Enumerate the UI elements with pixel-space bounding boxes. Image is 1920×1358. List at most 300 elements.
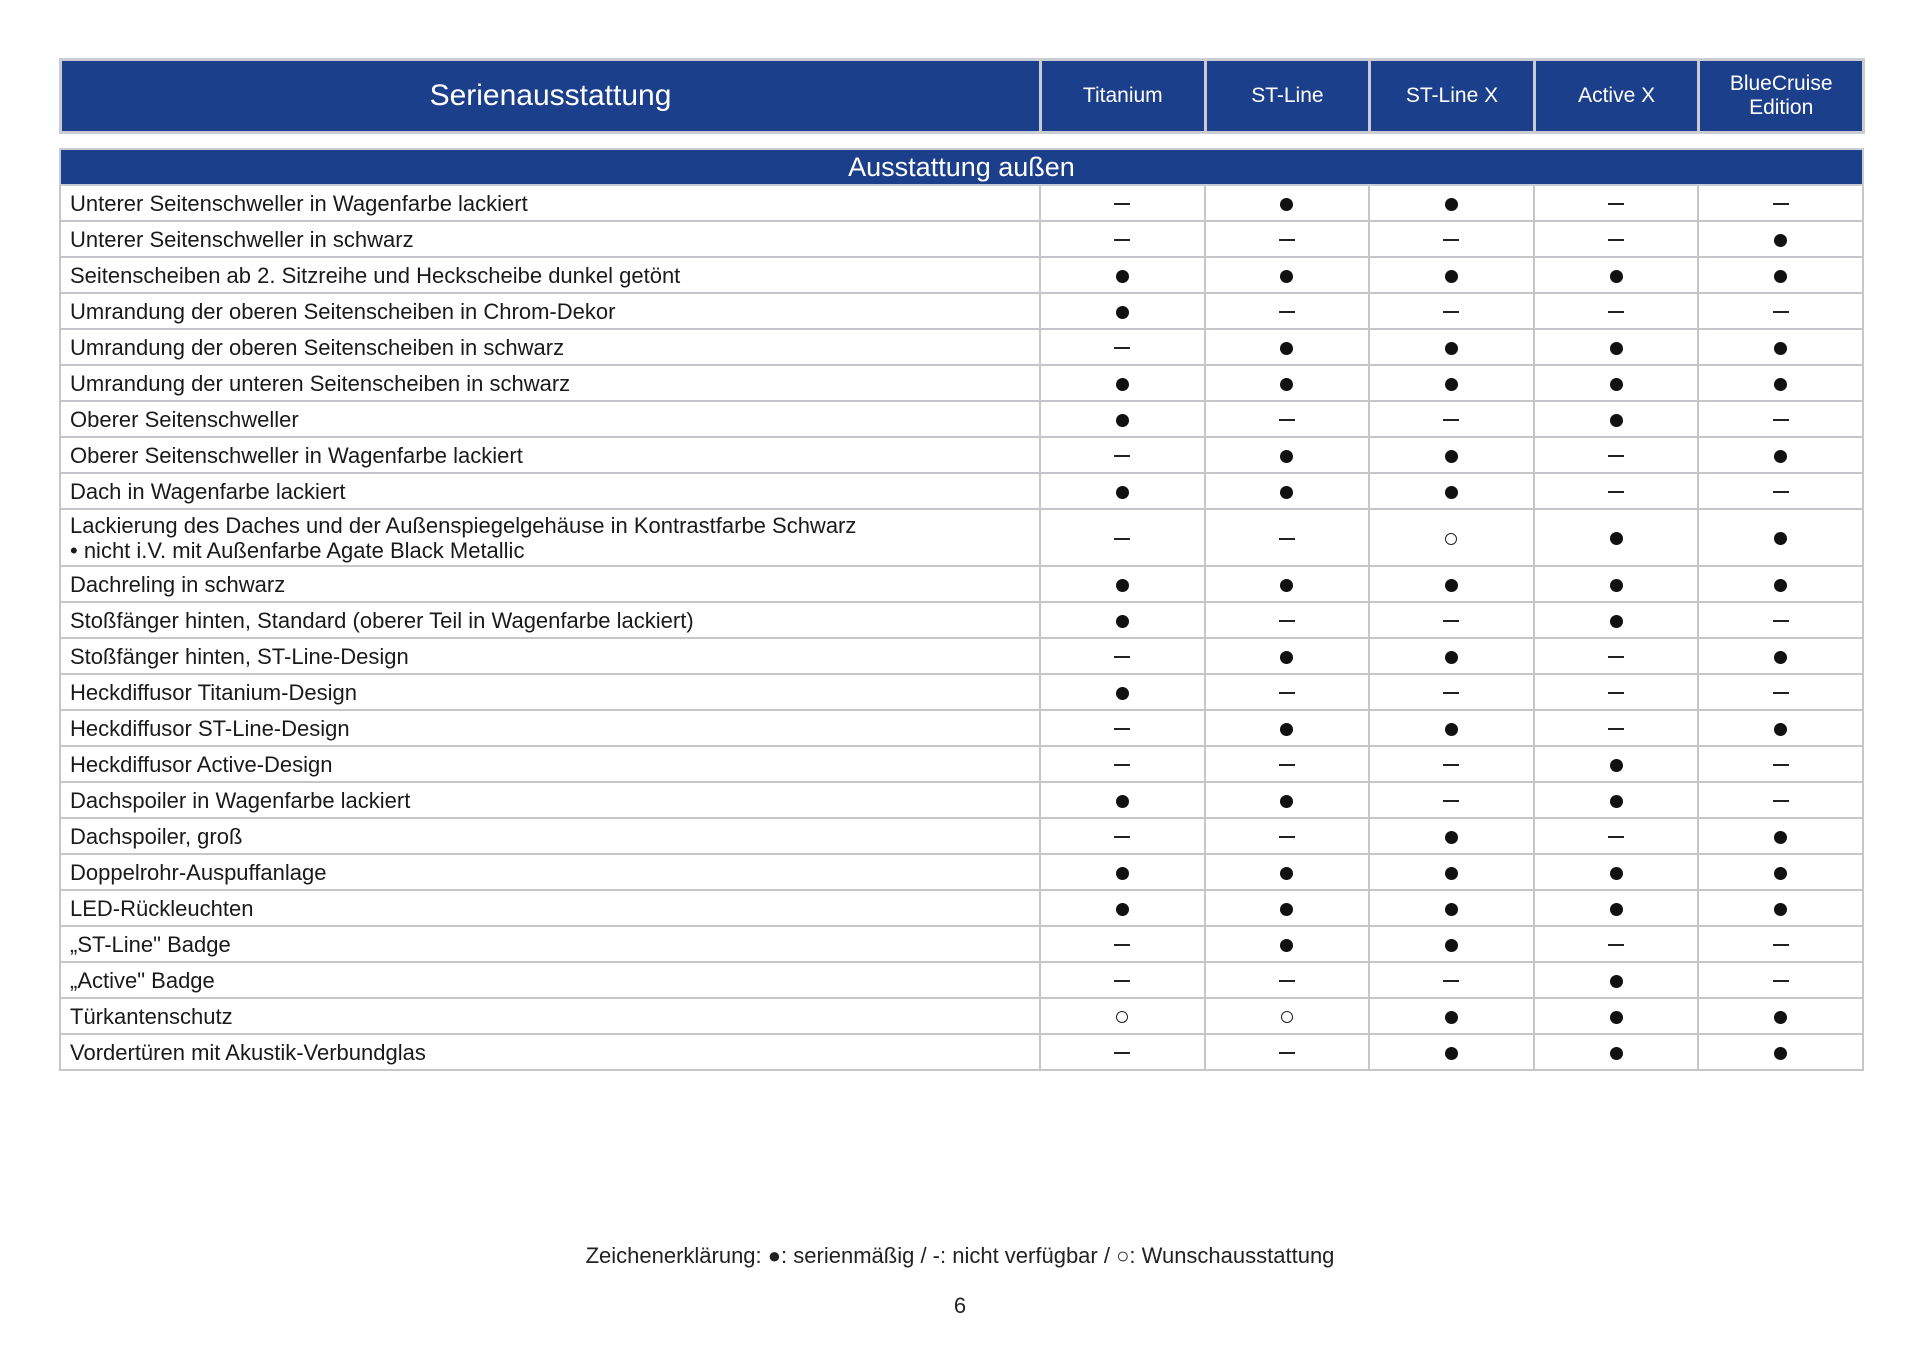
not-available-dash-icon: [1279, 538, 1295, 540]
standard-dot-icon: [1774, 867, 1787, 880]
header-table: [59, 58, 1865, 134]
trim-st-line-x: ST-Line X: [1370, 60, 1535, 133]
not-available-dash-icon: [1773, 203, 1789, 205]
availability-cell: [1040, 437, 1205, 473]
availability-cell: [1698, 782, 1863, 818]
table-row: [60, 221, 1863, 257]
equipment-sheet: [59, 58, 1862, 1071]
equipment-label: [60, 602, 1040, 638]
equipment-table: [59, 148, 1864, 1071]
not-available-dash-icon: [1443, 419, 1459, 421]
optional-ring-icon: [1281, 1011, 1293, 1023]
availability-cell: [1205, 566, 1370, 602]
availability-cell: [1534, 1034, 1699, 1070]
not-available-dash-icon: [1279, 764, 1295, 766]
availability-cell: [1369, 890, 1534, 926]
equipment-label: [60, 638, 1040, 674]
availability-cell: [1040, 509, 1205, 566]
equipment-label: [60, 329, 1040, 365]
equipment-label-text: Stoßfänger hinten, Standard (oberer Teil in Wagenfarbe lackiert): [70, 607, 694, 633]
availability-cell: [1698, 329, 1863, 365]
availability-cell: [1205, 365, 1370, 401]
not-available-dash-icon: [1279, 836, 1295, 838]
availability-cell: [1369, 221, 1534, 257]
optional-ring-icon: [1116, 1011, 1128, 1023]
table-row: [60, 293, 1863, 329]
standard-dot-icon: [1445, 651, 1458, 664]
not-available-dash-icon: [1443, 800, 1459, 802]
availability-cell: [1040, 962, 1205, 998]
legend: Zeichenerklärung: ●: serienmäßig / -: nicht verfügbar / ○: Wunschausstattung: [585, 1243, 1335, 1268]
standard-dot-icon: [1116, 306, 1129, 319]
availability-cell: [1698, 401, 1863, 437]
table-row: [60, 926, 1863, 962]
availability-cell: [1040, 674, 1205, 710]
not-available-dash-icon: [1114, 538, 1130, 540]
availability-cell: [1534, 926, 1699, 962]
not-available-dash-icon: [1279, 1052, 1295, 1054]
standard-dot-icon: [1116, 795, 1129, 808]
standard-dot-icon: [1116, 615, 1129, 628]
availability-cell: [1040, 566, 1205, 602]
standard-dot-icon: [1116, 867, 1129, 880]
availability-cell: [1534, 674, 1699, 710]
trim-titanium: Titanium: [1041, 60, 1206, 133]
not-available-dash-icon: [1773, 311, 1789, 313]
trim-st-line: ST-Line: [1205, 60, 1370, 133]
availability-cell: [1205, 437, 1370, 473]
standard-dot-icon: [1774, 1047, 1787, 1060]
standard-dot-icon: [1610, 795, 1623, 808]
availability-cell: [1534, 638, 1699, 674]
standard-dot-icon: [1445, 939, 1458, 952]
availability-cell: [1040, 365, 1205, 401]
availability-cell: [1369, 818, 1534, 854]
equipment-label: [60, 1034, 1040, 1070]
table-row: [60, 257, 1863, 293]
availability-cell: [1369, 401, 1534, 437]
availability-cell: [1205, 185, 1370, 221]
table-row: [60, 473, 1863, 509]
not-available-dash-icon: [1608, 692, 1624, 694]
availability-cell: [1040, 926, 1205, 962]
trim-active-x: Active X: [1534, 60, 1699, 133]
standard-dot-icon: [1774, 1011, 1787, 1024]
not-available-dash-icon: [1608, 656, 1624, 658]
not-available-dash-icon: [1773, 491, 1789, 493]
standard-dot-icon: [1445, 1011, 1458, 1024]
equipment-label: [60, 890, 1040, 926]
table-row: [60, 566, 1863, 602]
equipment-label: [60, 437, 1040, 473]
standard-dot-icon: [1445, 198, 1458, 211]
not-available-dash-icon: [1773, 764, 1789, 766]
equipment-label-text: Umrandung der unteren Seitenscheiben in schwarz: [70, 370, 571, 396]
availability-cell: [1369, 854, 1534, 890]
availability-cell: [1205, 509, 1370, 566]
not-available-dash-icon: [1114, 656, 1130, 658]
table-row: [60, 854, 1863, 890]
header-row: [61, 60, 1864, 133]
availability-cell: [1698, 962, 1863, 998]
not-available-dash-icon: [1773, 419, 1789, 421]
table-row: [60, 365, 1863, 401]
not-available-dash-icon: [1279, 419, 1295, 421]
standard-dot-icon: [1610, 867, 1623, 880]
availability-cell: [1534, 221, 1699, 257]
not-available-dash-icon: [1608, 239, 1624, 241]
equipment-label-text: Oberer Seitenschweller: [70, 406, 299, 432]
equipment-label: [60, 257, 1040, 293]
availability-cell: [1040, 293, 1205, 329]
equipment-label-text: „Active" Badge: [70, 967, 215, 993]
standard-dot-icon: [1280, 723, 1293, 736]
availability-cell: [1534, 185, 1699, 221]
standard-dot-icon: [1774, 378, 1787, 391]
equipment-label-text: Doppelrohr-Auspuffanlage: [70, 859, 327, 885]
availability-cell: [1698, 998, 1863, 1034]
not-available-dash-icon: [1443, 764, 1459, 766]
availability-cell: [1534, 365, 1699, 401]
availability-cell: [1369, 746, 1534, 782]
standard-dot-icon: [1445, 450, 1458, 463]
availability-cell: [1534, 602, 1699, 638]
availability-cell: [1534, 998, 1699, 1034]
equipment-label: [60, 293, 1040, 329]
table-row: [60, 638, 1863, 674]
availability-cell: [1205, 293, 1370, 329]
availability-cell: [1205, 890, 1370, 926]
equipment-rows: [60, 185, 1863, 1070]
availability-cell: [1205, 782, 1370, 818]
availability-cell: [1369, 509, 1534, 566]
equipment-label: [60, 221, 1040, 257]
availability-cell: [1040, 890, 1205, 926]
equipment-label-text: Umrandung der oberen Seitenscheiben in Chrom-Dekor: [70, 298, 616, 324]
availability-cell: [1205, 257, 1370, 293]
not-available-dash-icon: [1443, 239, 1459, 241]
availability-cell: [1205, 329, 1370, 365]
standard-dot-icon: [1774, 450, 1787, 463]
availability-cell: [1205, 401, 1370, 437]
equipment-label-text: LED-Rückleuchten: [70, 895, 254, 921]
standard-dot-icon: [1445, 1047, 1458, 1060]
availability-cell: [1369, 998, 1534, 1034]
availability-cell: [1698, 890, 1863, 926]
standard-dot-icon: [1280, 450, 1293, 463]
not-available-dash-icon: [1114, 944, 1130, 946]
standard-dot-icon: [1116, 414, 1129, 427]
availability-cell: [1698, 926, 1863, 962]
availability-cell: [1369, 329, 1534, 365]
table-row: [60, 746, 1863, 782]
equipment-label: [60, 566, 1040, 602]
availability-cell: [1698, 854, 1863, 890]
table-row: [60, 818, 1863, 854]
availability-cell: [1205, 674, 1370, 710]
availability-cell: [1040, 602, 1205, 638]
availability-cell: [1040, 998, 1205, 1034]
standard-dot-icon: [1774, 831, 1787, 844]
equipment-label: [60, 962, 1040, 998]
not-available-dash-icon: [1608, 491, 1624, 493]
availability-cell: [1369, 782, 1534, 818]
not-available-dash-icon: [1773, 620, 1789, 622]
not-available-dash-icon: [1114, 347, 1130, 349]
availability-cell: [1369, 566, 1534, 602]
availability-cell: [1698, 257, 1863, 293]
availability-cell: [1698, 746, 1863, 782]
equipment-note: • nicht i.V. mit Außenfarbe Agate Black Metallic: [70, 537, 525, 563]
availability-cell: [1534, 509, 1699, 566]
equipment-label-text: Vordertüren mit Akustik-Verbundglas: [70, 1039, 426, 1065]
availability-cell: [1698, 473, 1863, 509]
not-available-dash-icon: [1114, 1052, 1130, 1054]
standard-dot-icon: [1610, 270, 1623, 283]
table-title: Serienausstattung: [61, 60, 1041, 133]
not-available-dash-icon: [1608, 203, 1624, 205]
standard-dot-icon: [1116, 378, 1129, 391]
not-available-dash-icon: [1443, 692, 1459, 694]
standard-dot-icon: [1774, 723, 1787, 736]
equipment-label: [60, 854, 1040, 890]
availability-cell: [1369, 437, 1534, 473]
equipment-label-text: Dachspoiler, groß: [70, 823, 243, 849]
availability-cell: [1205, 854, 1370, 890]
not-available-dash-icon: [1443, 311, 1459, 313]
equipment-label-text: Türkantenschutz: [70, 1003, 233, 1029]
standard-dot-icon: [1280, 342, 1293, 355]
table-row: [60, 602, 1863, 638]
equipment-label-text: Heckdiffusor Active-Design: [70, 751, 333, 777]
standard-dot-icon: [1116, 579, 1129, 592]
standard-dot-icon: [1610, 1011, 1623, 1024]
availability-cell: [1205, 602, 1370, 638]
standard-dot-icon: [1610, 975, 1623, 988]
table-row: [60, 401, 1863, 437]
availability-cell: [1369, 674, 1534, 710]
standard-dot-icon: [1280, 486, 1293, 499]
availability-cell: [1040, 329, 1205, 365]
availability-cell: [1698, 818, 1863, 854]
standard-dot-icon: [1610, 342, 1623, 355]
equipment-label: [60, 674, 1040, 710]
standard-dot-icon: [1116, 270, 1129, 283]
equipment-label: [60, 365, 1040, 401]
equipment-label-text: Lackierung des Daches und der Außenspiegelgehäuse in Kontrastfarbe Schwarz: [70, 512, 857, 538]
equipment-label: [60, 401, 1040, 437]
standard-dot-icon: [1445, 486, 1458, 499]
not-available-dash-icon: [1608, 311, 1624, 313]
equipment-label-text: Unterer Seitenschweller in Wagenfarbe lackiert: [70, 190, 528, 216]
availability-cell: [1534, 890, 1699, 926]
equipment-label-text: Heckdiffusor Titanium-Design: [70, 679, 357, 705]
standard-dot-icon: [1280, 867, 1293, 880]
availability-cell: [1040, 473, 1205, 509]
not-available-dash-icon: [1114, 239, 1130, 241]
availability-cell: [1040, 746, 1205, 782]
availability-cell: [1369, 638, 1534, 674]
availability-cell: [1698, 365, 1863, 401]
equipment-label: [60, 509, 1040, 566]
standard-dot-icon: [1116, 903, 1129, 916]
equipment-label-text: Oberer Seitenschweller in Wagenfarbe lackiert: [70, 442, 523, 468]
not-available-dash-icon: [1279, 239, 1295, 241]
availability-cell: [1369, 257, 1534, 293]
standard-dot-icon: [1610, 378, 1623, 391]
equipment-label: [60, 185, 1040, 221]
not-available-dash-icon: [1114, 203, 1130, 205]
section-title: Ausstattung außen: [60, 149, 1863, 185]
not-available-dash-icon: [1114, 836, 1130, 838]
standard-dot-icon: [1610, 615, 1623, 628]
availability-cell: [1040, 221, 1205, 257]
equipment-label: [60, 926, 1040, 962]
trim-bluecruise-edition: BlueCruise Edition: [1699, 60, 1864, 133]
standard-dot-icon: [1774, 342, 1787, 355]
availability-cell: [1698, 602, 1863, 638]
availability-cell: [1534, 818, 1699, 854]
availability-cell: [1534, 329, 1699, 365]
equipment-label: [60, 782, 1040, 818]
not-available-dash-icon: [1279, 620, 1295, 622]
standard-dot-icon: [1280, 270, 1293, 283]
availability-cell: [1534, 782, 1699, 818]
availability-cell: [1369, 962, 1534, 998]
standard-dot-icon: [1610, 414, 1623, 427]
standard-dot-icon: [1774, 270, 1787, 283]
standard-dot-icon: [1445, 342, 1458, 355]
equipment-label-text: Heckdiffusor ST-Line-Design: [70, 715, 350, 741]
not-available-dash-icon: [1608, 944, 1624, 946]
availability-cell: [1205, 998, 1370, 1034]
availability-cell: [1698, 221, 1863, 257]
standard-dot-icon: [1774, 651, 1787, 664]
standard-dot-icon: [1445, 903, 1458, 916]
standard-dot-icon: [1774, 532, 1787, 545]
table-row: [60, 782, 1863, 818]
availability-cell: [1698, 1034, 1863, 1070]
standard-dot-icon: [1774, 234, 1787, 247]
equipment-label-text: Dach in Wagenfarbe lackiert: [70, 478, 346, 504]
availability-cell: [1369, 293, 1534, 329]
availability-cell: [1534, 746, 1699, 782]
availability-cell: [1369, 1034, 1534, 1070]
availability-cell: [1040, 854, 1205, 890]
availability-cell: [1534, 257, 1699, 293]
availability-cell: [1369, 473, 1534, 509]
table-row: [60, 509, 1863, 566]
availability-cell: [1534, 401, 1699, 437]
not-available-dash-icon: [1608, 728, 1624, 730]
availability-cell: [1698, 638, 1863, 674]
availability-cell: [1534, 293, 1699, 329]
availability-cell: [1698, 185, 1863, 221]
standard-dot-icon: [1280, 939, 1293, 952]
not-available-dash-icon: [1114, 980, 1130, 982]
not-available-dash-icon: [1608, 455, 1624, 457]
standard-dot-icon: [1445, 378, 1458, 391]
availability-cell: [1040, 818, 1205, 854]
availability-cell: [1369, 185, 1534, 221]
not-available-dash-icon: [1114, 455, 1130, 457]
availability-cell: [1698, 710, 1863, 746]
table-row: [60, 1034, 1863, 1070]
not-available-dash-icon: [1279, 980, 1295, 982]
availability-cell: [1698, 437, 1863, 473]
standard-dot-icon: [1610, 1047, 1623, 1060]
standard-dot-icon: [1445, 723, 1458, 736]
not-available-dash-icon: [1114, 728, 1130, 730]
standard-dot-icon: [1610, 903, 1623, 916]
availability-cell: [1205, 1034, 1370, 1070]
not-available-dash-icon: [1608, 836, 1624, 838]
not-available-dash-icon: [1443, 980, 1459, 982]
standard-dot-icon: [1280, 903, 1293, 916]
equipment-label-text: „ST-Line" Badge: [70, 931, 231, 957]
standard-dot-icon: [1445, 831, 1458, 844]
availability-cell: [1534, 473, 1699, 509]
equipment-label: [60, 746, 1040, 782]
availability-cell: [1205, 710, 1370, 746]
table-row: [60, 437, 1863, 473]
availability-cell: [1534, 962, 1699, 998]
not-available-dash-icon: [1773, 800, 1789, 802]
not-available-dash-icon: [1443, 620, 1459, 622]
availability-cell: [1205, 926, 1370, 962]
not-available-dash-icon: [1773, 944, 1789, 946]
availability-cell: [1698, 293, 1863, 329]
equipment-label: [60, 818, 1040, 854]
table-row: [60, 329, 1863, 365]
table-row: [60, 998, 1863, 1034]
standard-dot-icon: [1774, 903, 1787, 916]
standard-dot-icon: [1280, 198, 1293, 211]
availability-cell: [1040, 782, 1205, 818]
availability-cell: [1040, 638, 1205, 674]
standard-dot-icon: [1280, 651, 1293, 664]
standard-dot-icon: [1280, 378, 1293, 391]
availability-cell: [1369, 926, 1534, 962]
table-row: [60, 890, 1863, 926]
standard-dot-icon: [1610, 759, 1623, 772]
availability-cell: [1040, 257, 1205, 293]
availability-cell: [1205, 818, 1370, 854]
not-available-dash-icon: [1279, 692, 1295, 694]
equipment-label-text: Dachspoiler in Wagenfarbe lackiert: [70, 787, 411, 813]
availability-cell: [1534, 710, 1699, 746]
equipment-label-text: Stoßfänger hinten, ST-Line-Design: [70, 643, 409, 669]
availability-cell: [1040, 710, 1205, 746]
optional-ring-icon: [1445, 533, 1457, 545]
standard-dot-icon: [1445, 579, 1458, 592]
section-row: [60, 149, 1863, 185]
standard-dot-icon: [1774, 579, 1787, 592]
availability-cell: [1040, 401, 1205, 437]
not-available-dash-icon: [1773, 692, 1789, 694]
standard-dot-icon: [1116, 486, 1129, 499]
availability-cell: [1205, 962, 1370, 998]
equipment-label-text: Unterer Seitenschweller in schwarz: [70, 226, 414, 252]
availability-cell: [1205, 638, 1370, 674]
table-row: [60, 962, 1863, 998]
availability-cell: [1205, 746, 1370, 782]
standard-dot-icon: [1445, 270, 1458, 283]
standard-dot-icon: [1116, 687, 1129, 700]
equipment-label-text: Umrandung der oberen Seitenscheiben in schwarz: [70, 334, 565, 360]
availability-cell: [1369, 710, 1534, 746]
table-row: [60, 674, 1863, 710]
